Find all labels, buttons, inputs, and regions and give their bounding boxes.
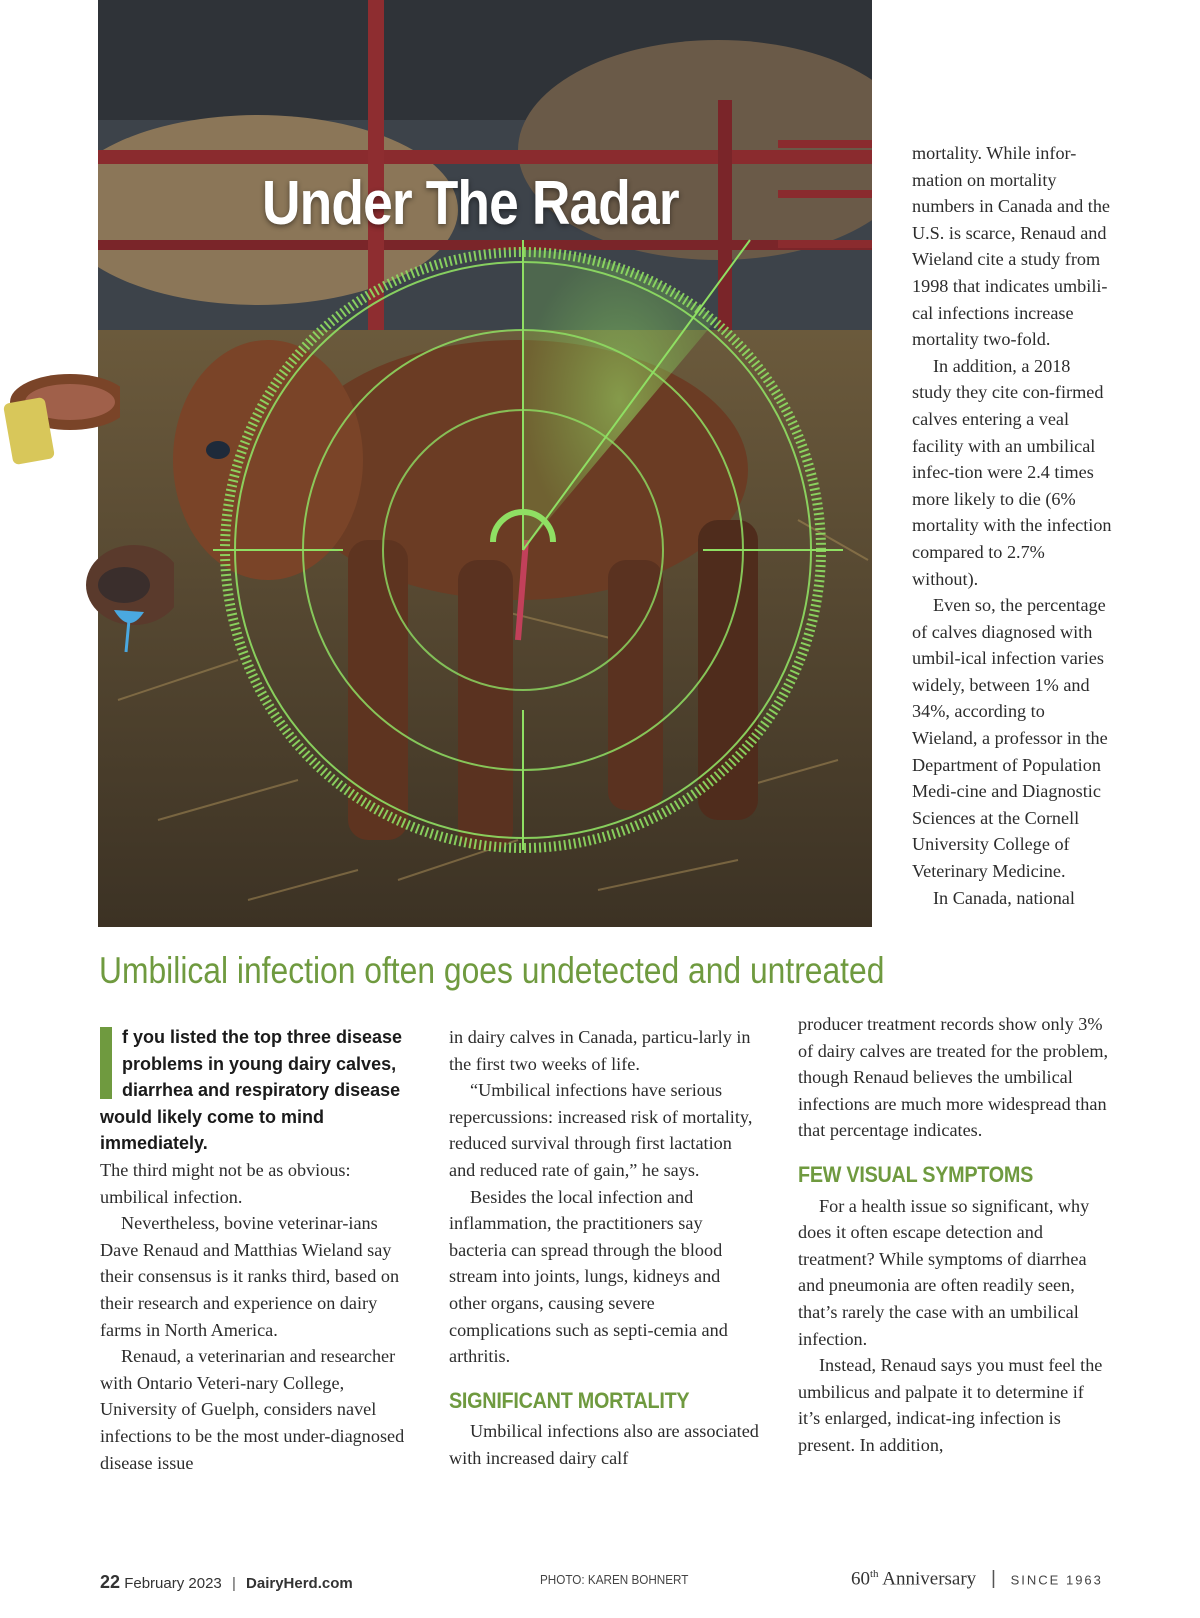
calf-ear-with-tag	[0, 372, 120, 482]
right-column-top	[912, 140, 1112, 911]
section-heading: SIGNIFICANT MORTALITY	[449, 1387, 690, 1413]
photo-credit: PHOTO: KAREN BOHNERT	[540, 1572, 689, 1587]
divider: |	[231, 1575, 236, 1592]
drop-cap-bar	[100, 1027, 112, 1099]
paragraph: Nevertheless, bovine veterinar-ians Dave Renaud and Matthias Wieland say their consensus is it ranks third, based on their research and experience on dairy farms in North America.	[100, 1213, 400, 1340]
paragraph: Besides the local infection and inflammation, the practitioners say bacteria can spread through the blood stream into joints, lungs, kidneys and other organs, causing severe complications such as septi-cemia and arthritis.	[449, 1186, 728, 1367]
calf-radar-illustration	[98, 0, 872, 927]
issue-date: February 2023	[124, 1575, 222, 1592]
anniversary-word: Anniversary	[882, 1568, 977, 1590]
page-number: 22	[100, 1572, 121, 1592]
paragraph: Renaud, a veterinarian and researcher with Ontario Veteri-nary College, University of Guelph, considers navel infections to be the most under-diagnosed disease issue	[100, 1346, 405, 1473]
column-2	[449, 1024, 761, 1472]
paragraph: The third might not be as obvious: umbilical infection.	[100, 1159, 351, 1207]
section-heading: FEW VISUAL SYMPTOMS	[798, 1161, 1034, 1187]
paragraph: In Canada, national	[933, 887, 1075, 908]
column-1	[100, 1024, 412, 1476]
paragraph: Even so, the percentage of calves diagnosed with umbil-ical infection varies widely, between 1% and 34%, according to Wieland, a professor in the Department of Population Medi-cine and Diagnostic Sciences at the Cornell University College of Veterinary Medicine.	[912, 595, 1108, 882]
paragraph: Umbilical infections also are associated with increased dairy calf	[449, 1421, 759, 1468]
anniversary-number: 60	[851, 1568, 870, 1590]
footer-folio	[100, 1572, 353, 1593]
paragraph: producer treatment records show only 3% of dairy calves are treated for the problem, though Renaud believes the umbilical infections are much more widespread than that percentage indicates.	[798, 1014, 1109, 1141]
lead-paragraph	[100, 1024, 412, 1157]
calf-muzzle	[74, 540, 174, 655]
hero-photo	[98, 0, 872, 927]
lead-text: f you listed the top three disease problems in young dairy calves, diarrhea and respiratory disease would likely come to mind immediately.	[100, 1027, 403, 1154]
paragraph: in dairy calves in Canada, particu-larly in the first two weeks of life.	[449, 1027, 751, 1074]
paragraph: For a health issue so significant, why does it often escape detection and treatment? While symptoms of diarrhea and pneumonia are often readily seen, that’s rarely the case with an umbilical infection.	[798, 1195, 1090, 1349]
paragraph: Instead, Renaud says you must feel the umbilicus and palpate it to determine if it’s enlarged, indicat-ing infection is present. In addition,	[798, 1355, 1103, 1455]
since-year: SINCE 1963	[1010, 1572, 1103, 1588]
column-3	[798, 1011, 1110, 1459]
paragraph: In addition, a 2018 study they cite con-firmed calves entering a veal facility with an umbilical infec-tion were 2.4 times more likely to die (6% mortality with the infection compared to 2.7% without).	[912, 355, 1112, 589]
anniversary-mark	[851, 1568, 1103, 1590]
divider: |	[990, 1568, 996, 1590]
article-subhead: Umbilical infection often goes undetected and untreated	[99, 950, 885, 991]
paragraph: mortality. While infor-mation on mortality numbers in Canada and the U.S. is scarce, Renaud and Wieland cite a study from 1998 that indicates umbili-cal infections increase mortality two-fold.	[912, 143, 1110, 350]
article-headline: Under The Radar	[262, 169, 679, 238]
site-link[interactable]: DairyHerd.com	[246, 1575, 353, 1592]
paragraph: “Umbilical infections have serious repercussions: increased risk of mortality, reduced survival through first lactation and reduced rate of gain,” he says.	[449, 1080, 753, 1180]
anniversary-suffix: th	[870, 1568, 879, 1580]
